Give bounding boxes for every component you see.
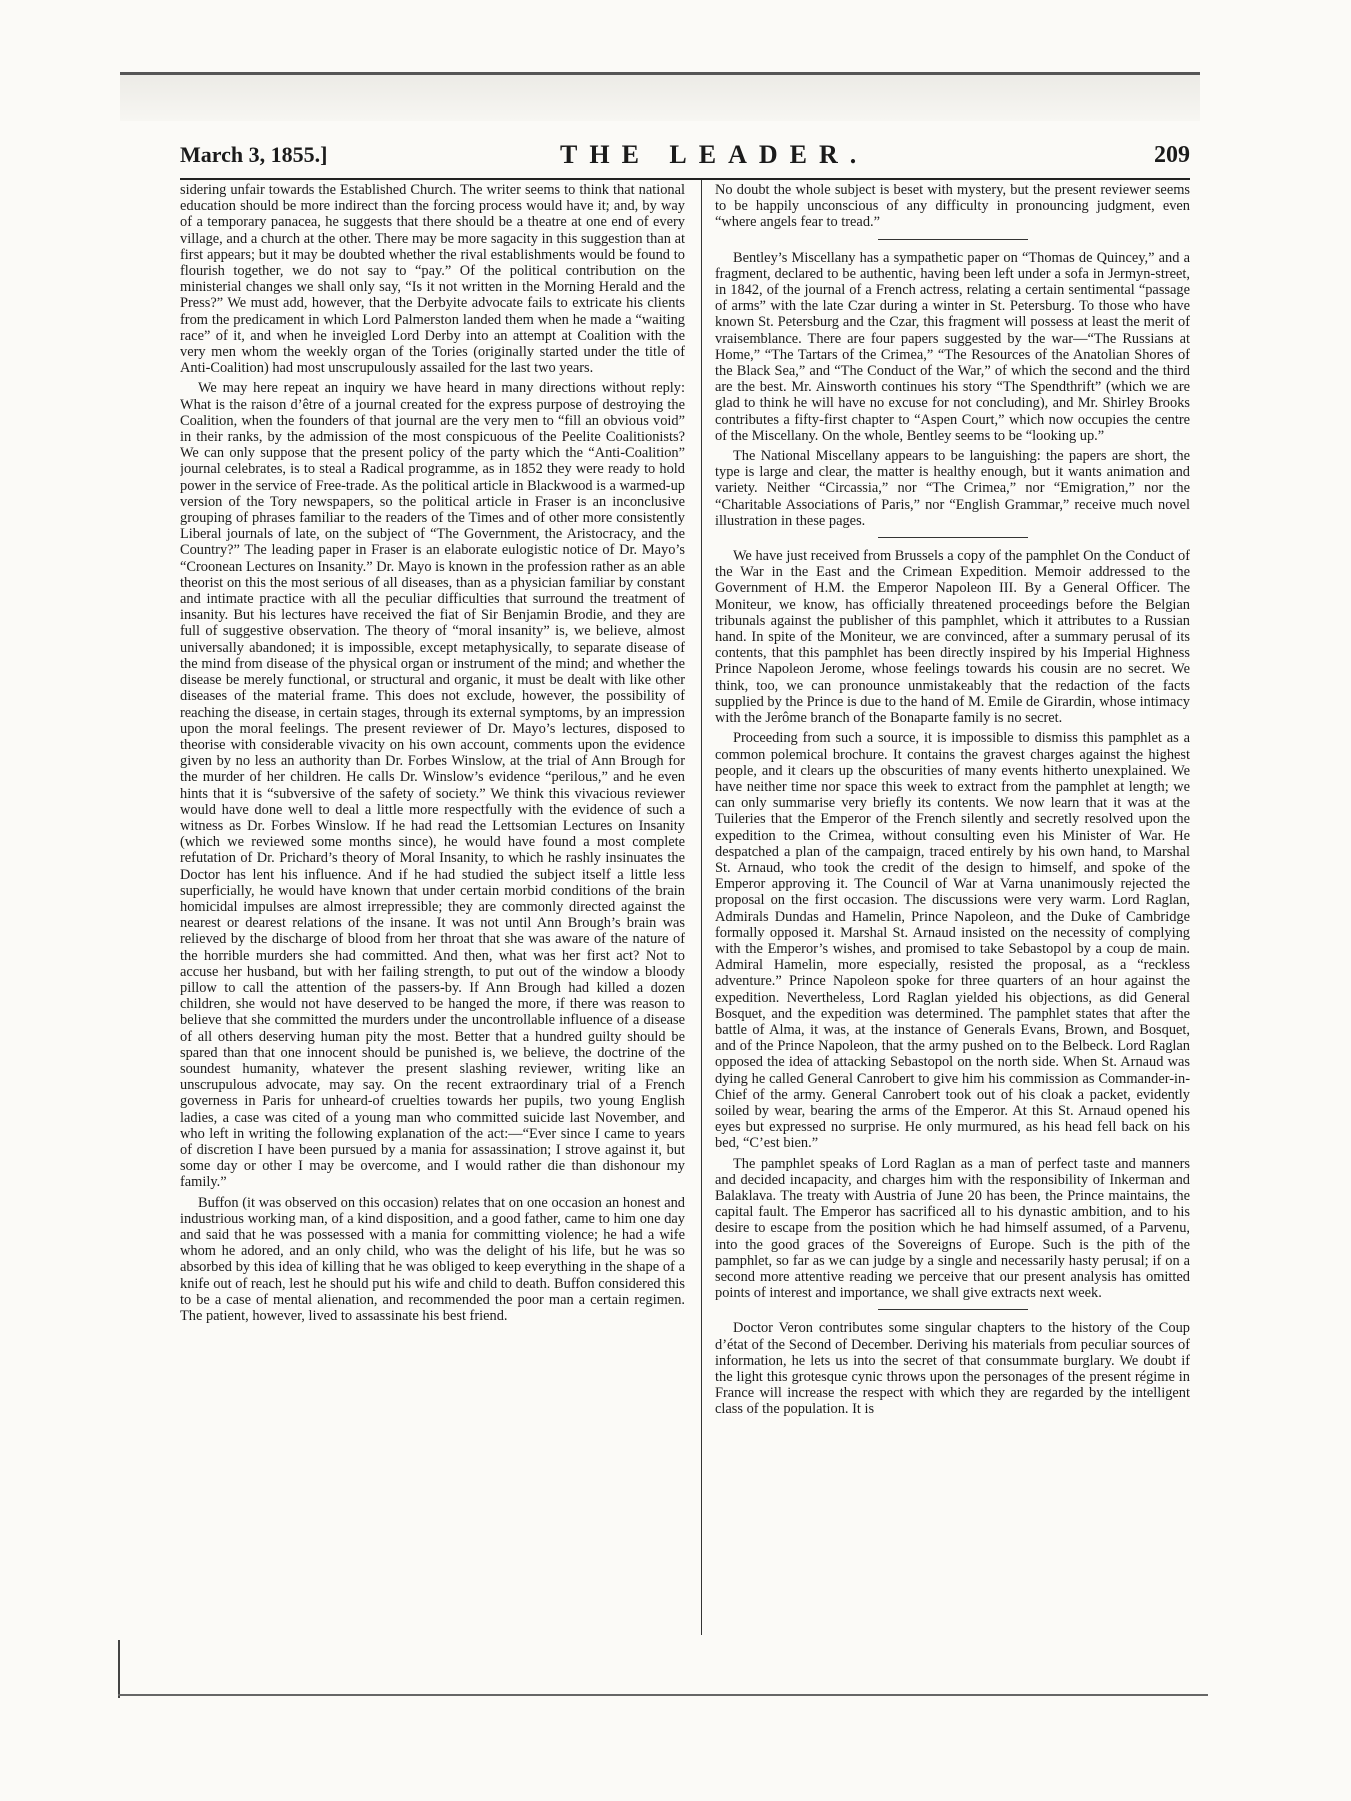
scan-edge-left [118,1640,120,1698]
section-separator [878,1309,1028,1310]
article-paragraph: Proceeding from such a source, it is impossible to dismiss this pamphlet as a common polemical brochure. It contains the gravest charges against the highest people, and it clears up the obscurities of many events hitherto unexplained. We have neither time nor space this week to extract from the pamphlet at length; we can only summarise very briefly its contents. We now learn that it was at the Tuileries that the Emperor of the French silently and secretly resolved upon the expedition to the Crimea, without consulting even his Minister of War. He despatched a plan of the campaign, traced entirely by his own hand, to Marshal St. Arnaud, who took the credit of the design to himself, and spoke of the Emperor approving it. The Council of War at Varna unanimously rejected the proposal on the first occasion. The discussions were very warm. Lord Raglan, Admirals Dundas and Hamelin, Prince Napoleon, and the Duke of Cambridge formally opposed it. Marshal St. Arnaud insisted on the necessity of complying with the Emperor’s wishes, and promised to take Sebastopol by a coup de main. Admiral Hamelin, more especially, resisted the proposal, as a “reckless adventure.” Prince Napoleon spoke for three quarters of an hour against the expedition. Nevertheless, Lord Raglan yielded his objections, as did General Bosquet, and the expedition was determined. The pamphlet states that after the battle of Alma, it was, at the instance of Generals Evans, Brown, and Bosquet, and of the Prince Napoleon, that the army pushed on to the Belbeck. Lord Raglan opposed the idea of attacking Sebastopol on the north side. When St. Arnaud was dying he called General Canrobert to give him his commission as Commander-in-Chief of the army. General Canrobert took out of his cloak a packet, evidently soiled by wear, bearing the arms of the Emperor. At this St. Arnaud opened his eyes but expressed no surprise. He only murmured, as his head fell back on his bed, “C’est bien.” [715,730,1190,1152]
article-paragraph: Bentley’s Miscellany has a sympathetic paper on “Thomas de Quincey,” and a fragment, declared to be authentic, having been left under a sofa in Jermyn-street, in 1842, of the journal of a French actress, relating a certain sentimental “passage of arms” with the late Czar during a winter in St. Petersburg. To those who have known St. Petersburg and the Czar, this fragment will possess at least the merit of vraisemblance. There are four papers suggested by the war—“The Russians at Home,” “The Tartars of the Crimea,” “The Resources of the Anatolian Shores of the Black Sea,” and “The Conduct of the War,” of which the second and the third are the best. Mr. Ainsworth continues his story “The Spendthrift” (which we are glad to think he will have no excuse for not concluding), and Mr. Shirley Brooks contributes a fifty-first chapter to “Aspen Court,” which now occupies the centre of the Miscellany. On the whole, Bentley seems to be “looking up.” [715,249,1190,444]
article-paragraph: We may here repeat an inquiry we have heard in many directions without reply: What is the raison d’être of a journal created for the express purpose of destroying the Coalition, when the founders of that journal are the very men to “fill an obvious void” in their ranks, by the admission of the most conspicuous of the Peelite Coalitionists? We can only suppose that the present policy of the party which the “Anti-Coalition” journal celebrates, is to steal a Radical programme, as in 1852 they were ready to hold power in the service of Free-trade. As the political article in Blackwood is a warmed-up version of the Tory newspapers, so the political article in Fraser is an inconclusive grouping of phrases familiar to the readers of the Times and of other more consistently Liberal journals of late, on the subject of “The Government, the Aristocracy, and the Country?” The leading paper in Fraser is an elaborate eulogistic notice of Dr. Mayo’s “Croonean Lectures on Insanity.” Dr. Mayo is known in the profession rather as an able theorist on this the most serious of all diseases, than as a physician familiar by constant and intimate practice with all the peculiar difficulties that surround the treatment of insanity. But his lectures have received the fiat of Sir Benjamin Brodie, and they are full of suggestive observation. The theory of “moral insanity” is, we believe, almost universally abandoned; it is impossible, except metaphysically, to separate disease of the mind from disease of the physical organ or instrument of the mind; and whether the disease be merely functional, or structural and organic, it must be dealt with like other diseases of the material frame. This does not exclude, however, the possibility of reaching the disease, in certain stages, through its external symptoms, by an impression upon the moral feelings. The present reviewer of Dr. Mayo’s lectures, disposed to theorise with considerable vivacity on his own account, comments upon the evidence given by no less an authority than Dr. Forbes Winslow, at the trial of Ann Brough for the murder of her children. He calls Dr. Winslow’s evidence “perilous,” and he even hints that it is “subversive of the safety of society.” We think this vivacious reviewer would have done well to deal a little more respectfully with the evidence of such a witness as Dr. Forbes Winslow. If he had read the Lettsomian Lectures on Insanity (which we reviewed some months since), he would have found a most complete refutation of Dr. Prichard’s theory of Moral Insanity, to which he rashly insinuates the Doctor has lent his influence. And if he had studied the subject itself a little less superficially, he would have known that under certain morbid conditions of the brain homicidal impulses are almost irrepressible; they are commonly directed against the nearest or dearest relations of the insane. It was not until Ann Brough’s brain was relieved by the discharge of blood from her throat that she was aware of the nature of the horrible murders she had committed. And then, what was her first act? Not to accuse her husband, but with her failing strength, to put out of the window a bloody pillow to call the attention of the passers-by. If Ann Brough had killed a dozen children, she would not have deserved to be hanged the more, if there was reason to believe that she committed the murders under the uncontrollable influence of a disease of all others deserving human pity the most. Better that a hundred guilty should be spared than that one innocent should be punished is, we believe, the doctrine of the soundest humanity, whatever the present slashing reviewer, writing like an unscrupulous advocate, may say. On the recent extraordinary trial of a French governess in Paris for unheard-of cruelties towards her pupils, two young English ladies, a case was cited of a young man who committed suicide last November, and who left in writing the following explanation of the act:—“Ever since I came to years of discretion I have been pursued by a mania for assassination; I strove against it, but some day or other I may be overcome, and I would rather die than dishonour my family.” [180,380,685,1191]
header-rule [180,178,1190,180]
issue-date: March 3, 1855.] [180,142,328,167]
article-paragraph: We have just received from Brussels a copy of the pamphlet On the Conduct of the War in the East and the Crimean Expedition. Memoir addressed to the Government of H.M. the Emperor Napoleon III. By a General Officer. The Moniteur, we know, has officially threatened proceedings before the Belgian tribunals against the publisher of this pamphlet, which it attributes to a Russian hand. In spite of the Moniteur, we are convinced, after a summary perusal of its contents, that this pamphlet has been directly inspired by his Imperial Highness Prince Napoleon Jerome, whose feelings towards his cousin are no secret. We think, too, we can pronounce unmistakeably that the redaction of the facts supplied by the Prince is due to the hand of M. Emile de Girardin, whose intimacy with the Jerôme branch of the Bonaparte family is no secret. [715,548,1190,727]
right-column [715,182,1190,1642]
section-separator [878,239,1028,240]
article-paragraph: The National Miscellany appears to be languishing: the papers are short, the type is large and clear, the matter is healthy enough, but it wants animation and variety. Neither “Circassia,” nor “The Crimea,” nor “Emigration,” nor the “Charitable Associations of Paris,” nor “English Grammar,” receive much novel illustration in these pages. [715,448,1190,529]
scan-edge-bottom [118,1694,1208,1696]
masthead-title: THE LEADER. [560,140,869,169]
page-number: 209 [1154,142,1190,168]
article-paragraph: sidering unfair towards the Established Church. The writer seems to think that national education should be more indirect than the forcing process would have it; and, by way of a temporary panacea, he suggests that there should be a theatre at one end of every village, and a church at the other. There may be more sagacity in this suggestion than at first appears; but it may be doubted whether the rival establishments would be found to flourish together, we do not say to “pay.” Of the political contribution on the ministerial changes we shall only say, “Is it not written in the Morning Herald and the Press?” We must add, however, that the Derbyite advocate fails to extricate his clients from the predicament in which Lord Palmerston landed them when he made a “waiting race” of it, and when he inveigled Lord Derby into an attempt at Coalition with the very men whom the weekly organ of the Tories (originally started under the title of Anti-Coalition) had most unscrupulously assailed for the last two years. [180,182,685,377]
article-paragraph: Buffon (it was observed on this occasion) relates that on one occasion an honest and industrious working man, of a kind disposition, and a good father, came to him one day and said that he was possessed with a mania for committing violence; he had a wife whom he adored, and an only child, who was the delight of his life, but he was so absorbed by this idea of killing that he was obliged to keep everything in the shape of a knife out of reach, lest he should put his wife and child to death. Buffon considered this to be a case of mental alienation, and recommended the poor man a certain regimen. The patient, however, lived to assassinate his best friend. [180,1194,685,1325]
left-column [180,182,685,1637]
article-paragraph: Doctor Veron contributes some singular chapters to the history of the Coup d’état of the Second of December. Deriving his materials from peculiar sources of information, he lets us into the secret of that consummate burglary. We doubt if the light this grotesque cynic throws upon the personages of the present régime in France will increase the respect with which they are regarded by the intelligent class of the population. It is [715,1320,1190,1418]
scan-edge-top [120,72,1200,121]
article-paragraph: The pamphlet speaks of Lord Raglan as a man of perfect taste and manners and decided incapacity, and charges him with the responsibility of Inkerman and Balaklava. The treaty with Austria of June 20 has been, the Prince maintains, the capital fault. The Emperor has sacrificed all to his dynastic ambition, and to his desire to escape from the position which he had himself assumed, of a Parvenu, into the good graces of the Sovereigns of Europe. Such is the pith of the pamphlet, so far as we can judge by a single and necessarily hasty perusal; if on a second more attentive reading we perceive that our present analysis has omitted points of interest and importance, we shall give extracts next week. [715,1155,1190,1302]
article-paragraph: No doubt the whole subject is beset with mystery, but the present reviewer seems to be happily unconscious of any difficulty in pronouncing judgment, even “where angels fear to tread.” [715,182,1190,231]
column-divider [701,180,702,1635]
page-header [180,142,1190,176]
section-separator [878,537,1028,538]
